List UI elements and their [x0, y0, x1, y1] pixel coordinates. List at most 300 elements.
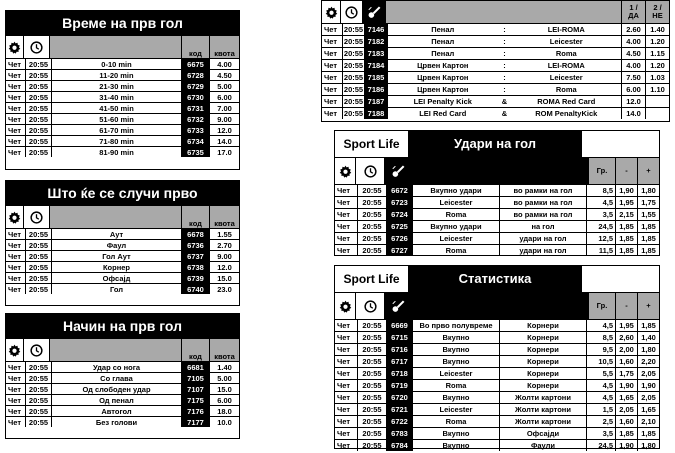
market-b: LEI-ROMA	[512, 24, 623, 35]
day-cell: Чет	[335, 404, 358, 415]
gear-icon	[335, 158, 356, 184]
odds-cell: 6.00	[217, 92, 232, 102]
time-cell: 20:55	[358, 380, 387, 391]
odds-plus-cell: 2,05	[641, 393, 656, 402]
time-cell: 20:55	[343, 61, 364, 70]
time-cell: 20:55	[343, 85, 364, 94]
odds-minus-cell: 1,90	[616, 185, 638, 196]
day-cell: Чет	[6, 240, 26, 250]
time-cell: 20:55	[358, 332, 387, 343]
odds-minus-cell: 2,15	[616, 209, 638, 220]
market-label: Гол	[52, 284, 182, 294]
time-cell: 20:55	[26, 136, 52, 146]
code-cell: 6783	[387, 428, 413, 439]
table-row[interactable]	[322, 72, 669, 84]
odds-minus-cell: 1,85	[616, 233, 638, 244]
table-row[interactable]	[335, 392, 659, 404]
odds-plus-cell: 1,80	[641, 345, 656, 354]
table-row[interactable]	[6, 229, 239, 240]
time-cell: 20:55	[358, 197, 387, 208]
odds-plus-cell: 1,55	[641, 210, 656, 219]
market-label: Од слободен удар	[52, 384, 182, 394]
code-cell: 6723	[387, 197, 413, 208]
market-label: Автогол	[52, 406, 182, 416]
col-code-header: код	[182, 206, 210, 228]
time-cell: 20:55	[26, 417, 52, 427]
gear-icon	[322, 1, 341, 23]
odds-plus-cell: 1,90	[641, 381, 656, 390]
day-cell: Чет	[6, 59, 26, 69]
market-a: Roma	[413, 416, 500, 427]
separator: :	[503, 61, 506, 70]
market-label: 61-70 min	[52, 125, 182, 135]
table-row[interactable]	[6, 251, 239, 262]
table-row[interactable]	[322, 84, 669, 96]
odds-plus-cell: 1,80	[641, 186, 656, 195]
code-cell: 7176	[182, 406, 210, 416]
what-happens-first-panel	[5, 180, 240, 306]
market-b: Офсајди	[500, 428, 587, 439]
table-row[interactable]	[6, 147, 239, 157]
code-cell: 6729	[182, 81, 210, 91]
time-cell: 20:55	[358, 233, 387, 244]
separator: :	[503, 85, 506, 94]
odds-cell: 17.0	[217, 147, 232, 157]
market-b: Roma	[512, 48, 623, 59]
code-cell: 6784	[387, 440, 413, 451]
table-row[interactable]	[6, 384, 239, 395]
odds-minus-cell: 1,75	[616, 368, 638, 379]
code-cell: 7187	[365, 96, 388, 107]
table-row[interactable]	[6, 273, 239, 284]
market-label: Офсајд	[52, 273, 182, 283]
day-cell: Чет	[322, 96, 343, 107]
market-b: удари на гол	[500, 245, 587, 256]
odds-no-cell: 1.03	[650, 73, 665, 82]
day-cell: Чет	[335, 356, 358, 367]
code-cell: 6672	[387, 185, 413, 196]
odds-cell: 12.0	[217, 262, 232, 272]
market-a: Leicester	[413, 404, 500, 415]
odds-plus-cell: 1,85	[641, 234, 656, 243]
code-cell: 6722	[387, 416, 413, 427]
day-cell: Чет	[335, 332, 358, 343]
ball-kick-icon	[385, 158, 411, 184]
odds-cell: 1.55	[217, 229, 232, 239]
day-cell: Чет	[6, 114, 26, 124]
gear-icon	[335, 293, 356, 319]
odds-yes-cell: 2.60	[622, 24, 646, 35]
time-cell: 20:55	[358, 404, 387, 415]
odds-plus-cell: 2,20	[641, 357, 656, 366]
code-cell: 7182	[365, 36, 388, 47]
day-cell: Чет	[335, 344, 358, 355]
gear-icon	[6, 36, 24, 58]
line-cell: 3,5	[587, 209, 616, 220]
table-row[interactable]	[322, 36, 669, 48]
market-a: Вкупно	[413, 392, 500, 403]
table-row[interactable]	[6, 262, 239, 273]
time-cell: 20:55	[358, 320, 387, 331]
table-row[interactable]	[6, 395, 239, 406]
time-cell: 20:55	[26, 103, 52, 113]
table-row[interactable]	[335, 416, 659, 428]
day-cell: Чет	[335, 185, 358, 196]
col-odds-header: квота	[210, 339, 239, 361]
odds-cell: 4.50	[217, 70, 232, 80]
line-cell: 24,5	[587, 440, 616, 451]
odds-no-cell: 1.20	[650, 61, 665, 70]
day-cell: Чет	[322, 108, 343, 119]
time-cell: 20:55	[26, 59, 52, 69]
day-cell: Чет	[6, 262, 26, 272]
market-a: LEI Penalty Kick	[413, 97, 472, 106]
code-cell: 7175	[182, 395, 210, 405]
code-cell: 6735	[182, 147, 210, 157]
odds-minus-cell: 1,85	[616, 245, 638, 256]
code-cell: 7146	[365, 24, 388, 35]
code-cell: 6725	[387, 221, 413, 232]
odds-minus-cell: 1,95	[616, 320, 638, 331]
time-cell: 20:55	[26, 284, 52, 294]
odds-plus-cell: 1,65	[641, 405, 656, 414]
time-cell: 20:55	[26, 395, 52, 405]
table-row[interactable]	[335, 197, 659, 209]
odds-minus-cell: 1,90	[616, 380, 638, 391]
line-cell: 4,5	[587, 380, 616, 391]
market-label: Фаул	[52, 240, 182, 250]
odds-plus-cell: 1,75	[641, 198, 656, 207]
time-cell: 20:55	[26, 114, 52, 124]
table-row[interactable]	[6, 406, 239, 417]
gear-icon	[6, 339, 24, 361]
market-label: 0-10 min	[52, 59, 182, 69]
day-cell: Чет	[6, 395, 26, 405]
time-cell: 20:55	[358, 209, 387, 220]
time-cell: 20:55	[26, 70, 52, 80]
day-cell: Чет	[6, 147, 26, 157]
day-cell: Чет	[335, 380, 358, 391]
time-cell: 20:55	[26, 125, 52, 135]
odds-yes-cell: 4.50	[622, 48, 646, 59]
time-cell: 20:55	[358, 440, 387, 451]
odds-yes-cell: 6.00	[622, 84, 646, 95]
time-cell: 20:55	[26, 362, 52, 372]
odds-minus-cell: 2,00	[616, 344, 638, 355]
day-cell: Чет	[6, 229, 26, 239]
time-cell: 20:55	[26, 373, 52, 383]
market-b: ROMA Red Card	[512, 96, 623, 107]
code-cell: 6718	[387, 368, 413, 379]
line-cell: 11,5	[587, 245, 616, 256]
code-cell: 6715	[387, 332, 413, 343]
market-b: во рамки на гол	[500, 209, 587, 220]
code-cell: 6740	[182, 284, 210, 294]
time-cell: 20:55	[26, 240, 52, 250]
table-row[interactable]	[335, 404, 659, 416]
time-cell: 20:55	[26, 406, 52, 416]
odds-cell: 23.0	[217, 284, 232, 294]
market-a: Вкупно удари	[413, 221, 500, 232]
table-row[interactable]	[335, 368, 659, 380]
market-b: Жолти картони	[500, 392, 587, 403]
statistics-panel	[334, 265, 660, 449]
col-code-header: код	[182, 339, 210, 361]
table-row[interactable]	[6, 136, 239, 147]
code-cell: 6717	[387, 356, 413, 367]
market-a: Пенал	[431, 37, 455, 46]
table-row[interactable]	[6, 125, 239, 136]
code-cell: 6732	[182, 114, 210, 124]
col-plus-header: +	[638, 158, 659, 184]
time-cell: 20:55	[343, 73, 364, 82]
market-label: Со глава	[52, 373, 182, 383]
odds-cell: 6.00	[217, 395, 232, 405]
market-b: на гол	[500, 221, 587, 232]
market-a: Roma	[413, 209, 500, 220]
table-row[interactable]	[335, 221, 659, 233]
line-cell: 3,5	[587, 428, 616, 439]
day-cell: Чет	[335, 416, 358, 427]
market-a: Leicester	[413, 197, 500, 208]
separator: :	[503, 73, 506, 82]
odds-minus-cell: 1,85	[616, 428, 638, 439]
line-cell: 4,5	[587, 392, 616, 403]
market-a: Вкупно	[413, 356, 500, 367]
odds-minus-cell: 1,60	[616, 416, 638, 427]
time-cell: 20:55	[26, 384, 52, 394]
clock-icon	[341, 1, 363, 23]
table-row[interactable]	[6, 240, 239, 251]
day-cell: Чет	[335, 221, 358, 232]
code-cell: 6726	[387, 233, 413, 244]
code-cell: 6669	[387, 320, 413, 331]
code-cell: 6733	[182, 125, 210, 135]
market-b: Корнери	[500, 320, 587, 331]
line-cell: 8,5	[587, 185, 616, 196]
odds-yes-cell: 7.50	[622, 72, 646, 83]
code-cell: 7183	[365, 48, 388, 59]
market-b: Корнери	[500, 356, 587, 367]
separator: :	[503, 49, 506, 58]
table-row[interactable]	[335, 245, 659, 256]
table-row[interactable]	[6, 92, 239, 103]
market-label: Аут	[52, 229, 182, 239]
market-a: Roma	[413, 380, 500, 391]
market-a: LEI Red Card	[419, 109, 467, 118]
code-cell: 6736	[182, 240, 210, 250]
time-cell: 20:55	[358, 416, 387, 427]
day-cell: Чет	[335, 197, 358, 208]
market-b: Жолти картони	[500, 416, 587, 427]
day-cell: Чет	[6, 362, 26, 372]
code-cell: 6738	[182, 262, 210, 272]
code-cell: 7177	[182, 417, 210, 427]
odds-minus-cell: 1,95	[616, 197, 638, 208]
table-row[interactable]	[335, 380, 659, 392]
odds-plus-cell: 2,10	[641, 417, 656, 426]
line-cell: 10,5	[587, 356, 616, 367]
col-odds-header: квота	[210, 36, 239, 58]
time-cell: 20:55	[343, 109, 364, 118]
odds-minus-cell: 2,60	[616, 332, 638, 343]
market-label: Удар со нога	[52, 362, 182, 372]
table-row[interactable]	[322, 60, 669, 72]
table-row[interactable]	[322, 108, 669, 119]
col-no-header: НЕ	[652, 11, 663, 20]
time-cell: 20:55	[358, 368, 387, 379]
time-cell: 20:55	[343, 97, 364, 106]
day-cell: Чет	[335, 209, 358, 220]
odds-cell: 7.00	[217, 103, 232, 113]
day-cell: Чет	[335, 320, 358, 331]
odds-no-cell: 1.20	[650, 37, 665, 46]
market-a: Црвен Картон	[417, 85, 469, 94]
table-row[interactable]	[335, 440, 659, 451]
code-cell: 7105	[182, 373, 210, 383]
code-cell: 7186	[365, 84, 388, 95]
table-row[interactable]	[335, 356, 659, 368]
market-label: 81-90 min	[52, 147, 182, 157]
clock-icon	[24, 206, 50, 228]
col-minus-header: -	[616, 293, 638, 319]
table-row[interactable]	[6, 373, 239, 384]
table-row[interactable]	[335, 332, 659, 344]
panel-title: Време на прв гол	[6, 11, 239, 36]
time-cell: 20:55	[26, 262, 52, 272]
time-cell: 20:55	[26, 251, 52, 261]
table-row[interactable]	[335, 320, 659, 332]
line-cell: 5,5	[587, 368, 616, 379]
odds-cell: 9.00	[217, 251, 232, 261]
separator: :	[503, 37, 506, 46]
market-b: во рамки на гол	[500, 185, 587, 196]
code-cell: 6719	[387, 380, 413, 391]
table-row[interactable]	[6, 284, 239, 294]
sport-life-logo: Sport Life	[335, 131, 409, 157]
table-row[interactable]	[6, 70, 239, 81]
table-row[interactable]	[6, 362, 239, 373]
col-line-header: Гр.	[589, 293, 616, 319]
clock-icon	[356, 293, 385, 319]
day-cell: Чет	[335, 245, 358, 256]
table-row[interactable]	[335, 344, 659, 356]
code-cell: 6724	[387, 209, 413, 220]
market-a: Вкупно	[413, 440, 500, 451]
first-goal-method-panel	[5, 313, 240, 439]
market-label: 11-20 min	[52, 70, 182, 80]
market-a: Црвен Картон	[417, 73, 469, 82]
code-cell: 6728	[182, 70, 210, 80]
table-row[interactable]	[6, 114, 239, 125]
time-cell: 20:55	[26, 92, 52, 102]
market-b: Жолти картони	[500, 404, 587, 415]
day-cell: Чет	[322, 48, 343, 59]
odds-no-cell: 1.15	[650, 49, 665, 58]
time-cell: 20:55	[343, 25, 364, 34]
market-a: Пенал	[431, 49, 455, 58]
time-cell: 20:55	[358, 245, 387, 256]
odds-no-cell: 1.10	[650, 85, 665, 94]
market-label: 51-60 min	[52, 114, 182, 124]
market-a: Пенал	[431, 25, 455, 34]
table-row[interactable]	[6, 417, 239, 427]
market-b: Корнери	[500, 332, 587, 343]
table-row[interactable]	[335, 233, 659, 245]
market-label: Гол Аут	[52, 251, 182, 261]
odds-no-cell: 1.40	[650, 25, 665, 34]
clock-icon	[24, 339, 50, 361]
market-a: Leicester	[413, 233, 500, 244]
market-a: Црвен Картон	[417, 61, 469, 70]
day-cell: Чет	[335, 233, 358, 244]
table-row[interactable]	[322, 96, 669, 108]
odds-cell: 18.0	[217, 406, 232, 416]
odds-cell: 10.0	[217, 417, 232, 427]
line-cell: 4,5	[587, 197, 616, 208]
col-line-header: Гр.	[589, 158, 616, 184]
table-row[interactable]	[322, 48, 669, 60]
day-cell: Чет	[335, 368, 358, 379]
odds-cell: 2.70	[217, 240, 232, 250]
odds-yes-cell: 14.0	[622, 108, 646, 119]
odds-plus-cell: 1,85	[641, 222, 656, 231]
table-row[interactable]	[335, 209, 659, 221]
table-row[interactable]	[335, 185, 659, 197]
time-cell: 20:55	[26, 273, 52, 283]
first-goal-time-panel	[5, 10, 240, 170]
odds-cell: 9.00	[217, 114, 232, 124]
market-a: Вкупно	[413, 428, 500, 439]
market-a: Leicester	[413, 368, 500, 379]
code-cell: 7184	[365, 60, 388, 71]
time-cell: 20:55	[358, 221, 387, 232]
odds-minus-cell: 1,65	[616, 392, 638, 403]
odds-plus-cell: 1,85	[641, 321, 656, 330]
day-cell: Чет	[322, 72, 343, 83]
day-cell: Чет	[6, 136, 26, 146]
table-row[interactable]	[322, 24, 669, 36]
time-cell: 20:55	[358, 185, 387, 196]
code-cell: 6730	[182, 92, 210, 102]
market-b: Leicester	[512, 36, 623, 47]
code-cell: 6678	[182, 229, 210, 239]
day-cell: Чет	[335, 428, 358, 439]
col-no-header-num: 2 /	[653, 3, 662, 12]
line-cell: 12,5	[587, 233, 616, 244]
odds-cell: 12.0	[217, 125, 232, 135]
time-cell: 20:55	[358, 356, 387, 367]
table-row[interactable]	[6, 81, 239, 92]
market-a: Вкупно	[413, 344, 500, 355]
time-cell: 20:55	[358, 428, 387, 439]
odds-no-cell	[646, 108, 669, 119]
table-row[interactable]	[6, 103, 239, 114]
code-cell: 7188	[365, 108, 388, 119]
odds-plus-cell: 1,40	[641, 333, 656, 342]
odds-minus-cell: 2,05	[616, 404, 638, 415]
day-cell: Чет	[335, 440, 358, 451]
panel-title: Начин на прв гол	[6, 314, 239, 339]
col-yes-header: ДА	[628, 11, 639, 20]
odds-minus-cell: 1,90	[616, 440, 638, 451]
table-row[interactable]	[6, 59, 239, 70]
time-cell: 20:55	[358, 392, 387, 403]
table-row[interactable]	[335, 428, 659, 440]
col-yes-header-num: 1 /	[629, 3, 638, 12]
day-cell: Чет	[335, 392, 358, 403]
code-cell: 6737	[182, 251, 210, 261]
